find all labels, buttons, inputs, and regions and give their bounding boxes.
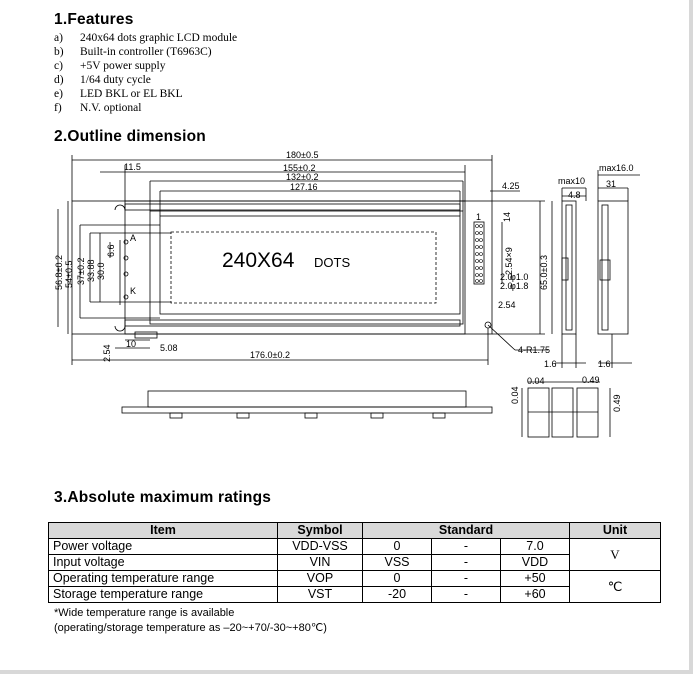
- outline-drawing: [0, 148, 660, 448]
- svg-text:0.49: 0.49: [582, 375, 600, 385]
- feature-item: e) LED BKL or EL BKL: [54, 88, 183, 100]
- svg-text:54±0.5: 54±0.5: [64, 260, 74, 288]
- svg-text:30.0: 30.0: [96, 262, 106, 280]
- svg-text:6.6: 6.6: [106, 244, 116, 257]
- active-area: [171, 232, 436, 303]
- table-row: Storage temperature range VST -20 - +60: [49, 587, 661, 603]
- svg-text:65.0±0.3: 65.0±0.3: [539, 255, 549, 290]
- feature-item: a) 240x64 dots graphic LCD module: [54, 32, 238, 44]
- svg-text:2.0: 2.0: [500, 281, 513, 291]
- top-bar: [125, 204, 460, 210]
- svg-text:10: 10: [126, 339, 137, 349]
- ratings-note: (operating/storage temperature as –20~+70/-30~+80℃): [54, 622, 327, 634]
- svg-text:K: K: [130, 286, 137, 296]
- svg-text:2.54: 2.54: [498, 300, 516, 310]
- svg-text:1: 1: [476, 212, 482, 222]
- svg-text:φ1.0: φ1.0: [510, 272, 529, 282]
- page-border-bottom: [0, 670, 693, 674]
- svg-text:4.25: 4.25: [502, 181, 520, 191]
- ratings-heading: 3.Absolute maximum ratings: [54, 489, 272, 506]
- svg-text:2.54×9: 2.54×9: [504, 247, 514, 275]
- svg-text:A: A: [130, 233, 137, 243]
- side-view-right: [598, 201, 628, 334]
- svg-text:4-R1.75: 4-R1.75: [518, 345, 551, 355]
- svg-text:1.6: 1.6: [598, 359, 611, 369]
- svg-text:max16.0: max16.0: [599, 163, 634, 173]
- viewing-area-frame: [160, 216, 460, 314]
- svg-text:4.8: 4.8: [568, 190, 581, 200]
- svg-text:56.8±0.2: 56.8±0.2: [54, 255, 64, 290]
- ratings-note: *Wide temperature range is available: [54, 607, 235, 619]
- front-view-top: [148, 391, 466, 407]
- ratings-table: [48, 522, 661, 603]
- header-symbol: Symbol: [278, 523, 363, 539]
- mount-hole: [115, 326, 125, 331]
- svg-text:0.49: 0.49: [612, 394, 622, 412]
- feature-item: d) 1/64 duty cycle: [54, 74, 151, 86]
- display-suffix: DOTS: [314, 255, 351, 270]
- features-list: [54, 31, 237, 115]
- unit-volt: V: [570, 539, 661, 571]
- svg-text:176.0±0.2: 176.0±0.2: [250, 350, 290, 360]
- svg-text:180±0.5: 180±0.5: [286, 150, 319, 160]
- svg-text:14: 14: [502, 211, 512, 222]
- bottom-bar: [125, 320, 460, 326]
- header-unit: Unit: [570, 523, 661, 539]
- table-row: Power voltage VDD-VSS 0 - 7.0 V: [49, 539, 661, 555]
- viewing-area-outer: [150, 211, 463, 324]
- front-view-pcb: [122, 407, 492, 413]
- feature-item: b) Built-in controller (T6963C): [54, 46, 212, 58]
- header-item: Item: [49, 523, 278, 539]
- outline-heading: 2.Outline dimension: [54, 128, 206, 145]
- svg-text:33.88: 33.88: [86, 259, 96, 282]
- svg-text:2.0: 2.0: [500, 272, 513, 282]
- bottom-connector: [135, 332, 157, 338]
- header-standard: Standard: [363, 523, 570, 539]
- page-border-right: [689, 0, 693, 674]
- svg-text:1.6: 1.6: [544, 359, 557, 369]
- svg-text:127.16: 127.16: [290, 182, 318, 192]
- unit-celsius: ℃: [570, 571, 661, 603]
- table-row: Input voltage VIN VSS - VDD: [49, 555, 661, 571]
- svg-text:φ1.8: φ1.8: [510, 281, 529, 291]
- feature-item: c) +5V power supply: [54, 60, 166, 72]
- svg-text:155±0.2: 155±0.2: [283, 163, 316, 173]
- svg-text:0.04: 0.04: [527, 376, 545, 386]
- svg-text:31: 31: [606, 179, 617, 189]
- table-header-row: [49, 523, 661, 539]
- svg-text:0.04: 0.04: [510, 386, 520, 404]
- svg-text:11.5: 11.5: [124, 162, 141, 172]
- pixel-detail: [528, 388, 549, 437]
- table-row: Operating temperature range VOP 0 - +50 ℃: [49, 571, 661, 587]
- svg-text:2.54: 2.54: [102, 344, 112, 362]
- features-heading: 1.Features: [54, 11, 134, 28]
- svg-text:37±0.2: 37±0.2: [76, 257, 86, 285]
- display-text: 240X64: [222, 249, 295, 272]
- svg-text:132±0.2: 132±0.2: [286, 172, 319, 182]
- feature-item: f) N.V. optional: [54, 102, 142, 114]
- svg-text:5.08: 5.08: [160, 343, 178, 353]
- side-view-left: [562, 201, 576, 334]
- svg-text:max10: max10: [558, 176, 586, 186]
- mount-hole: [115, 205, 125, 210]
